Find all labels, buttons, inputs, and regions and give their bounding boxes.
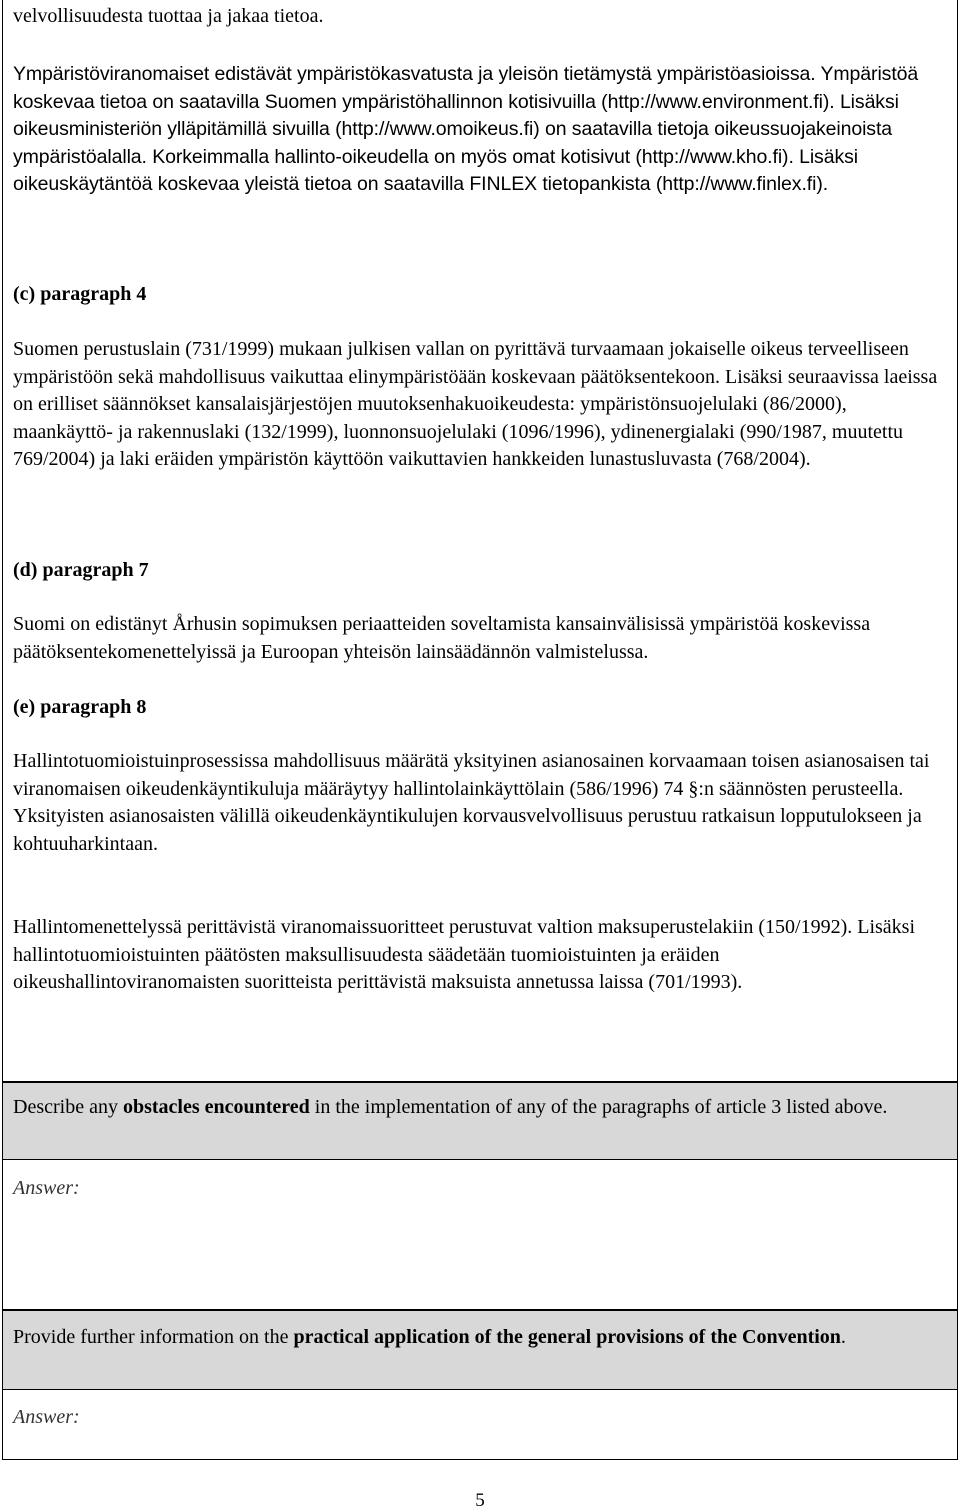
- question-obstacles-post: in the implementation of any of the paragraphs of article 3 listed above.: [309, 1096, 888, 1118]
- question-practical-post: .: [840, 1326, 846, 1348]
- question-obstacles: [13, 1094, 948, 1122]
- paragraph-8-body-2: Hallintomenettelyssä perittävistä viranomaissuoritteet perustuvat valtion maksuperustelakiin (150/1992). Lisäksi hallintotuomioistuinten päätösten maksullisuudesta säädetään tuomioistuinten ja eräiden oikeushallintoviranomaisten suoritteista perittävistä maksuista annetussa laissa (701/1993).: [13, 916, 916, 993]
- question-obstacles-emphasis: obstacles encountered: [122, 1096, 310, 1118]
- paragraph-8-body-1: Hallintotuomioistuinprosessissa mahdollisuus määrätä yksityinen asianosainen korvaamaan toisen asianosaisen tai viranomaisen oikeudenkäyntikuluja määräytyy hallintolainkäyttölain (586/1996) 74 §:n säännösten perusteella. Yksityisten asianosaisten välillä oikeudenkäyntikulujen korvausvelvollisuus perustuu ratkaisun lopputulokseen ja kohtuuharkintaan.: [13, 750, 930, 855]
- paragraph-intro-end: velvollisuudesta tuottaa ja jakaa tietoa.: [13, 5, 324, 27]
- question-practical: [13, 1324, 948, 1352]
- question-practical-emphasis: practical application of the general provisions of the Convention: [293, 1326, 841, 1348]
- heading-paragraph-8: (e) paragraph 8: [13, 696, 147, 718]
- paragraph-7-body: Suomi on edistänyt Århusin sopimuksen periaatteiden soveltamista kansainvälisissä ympäristöä koskevissa päätöksentekomenettelyissä ja Euroopan yhteisön lainsäädännön valmistelussa.: [13, 613, 871, 663]
- answer-obstacles-label: Answer:: [13, 1177, 80, 1199]
- heading-paragraph-7: (d) paragraph 7: [13, 559, 149, 581]
- paragraph-environmental-information: Ympäristöviranomaiset edistävät ympäristökasvatusta ja yleisön tietämystä ympäristöasioissa. Ympäristöä koskevaa tietoa on saatavilla Suomen ympäristöhallinnon kotisivuilla (http://www.environment.fi). Lisäksi oikeusministeriön ylläpitämillä sivuilla (http://www.omoikeus.fi) on saatavilla tietoja oikeussuojakeinoista ympäristöalalla. Korkeimmalla hallinto-oikeudella on myös omat kotisivut (http://www.kho.fi). Lisäksi oikeuskäytäntöä koskevaa yleistä tietoa on saatavilla FINLEX tietopankista (http://www.finlex.fi).: [13, 63, 919, 195]
- question-practical-pre: Provide further information on the: [13, 1326, 294, 1348]
- answer-practical-label: Answer:: [13, 1406, 80, 1428]
- heading-paragraph-4: (c) paragraph 4: [13, 283, 147, 305]
- paragraph-4-body: Suomen perustuslain (731/1999) mukaan julkisen vallan on pyrittävä turvaamaan jokaiselle oikeus terveelliseen ympäristöön sekä mahdollisuus vaikuttaa elinympäristöään koskevaan päätöksentekoon. Lisäksi seuraavissa laeissa on erilliset säännökset kansalaisjärjestöjen muutoksenhakuoikeudesta: ympäristönsuojelulaki (86/2000), maankäyttö- ja rakennuslaki (132/1999), luonnonsuojelulaki (1096/1996), ydinenergialaki (990/1987, muutettu 769/2004) ja laki eräiden ympäristön käyttöön vaikuttavien hankkeiden lunastusluvasta (768/2004).: [13, 338, 938, 470]
- page-number: 5: [475, 1490, 485, 1511]
- question-obstacles-pre: Describe any: [13, 1096, 123, 1118]
